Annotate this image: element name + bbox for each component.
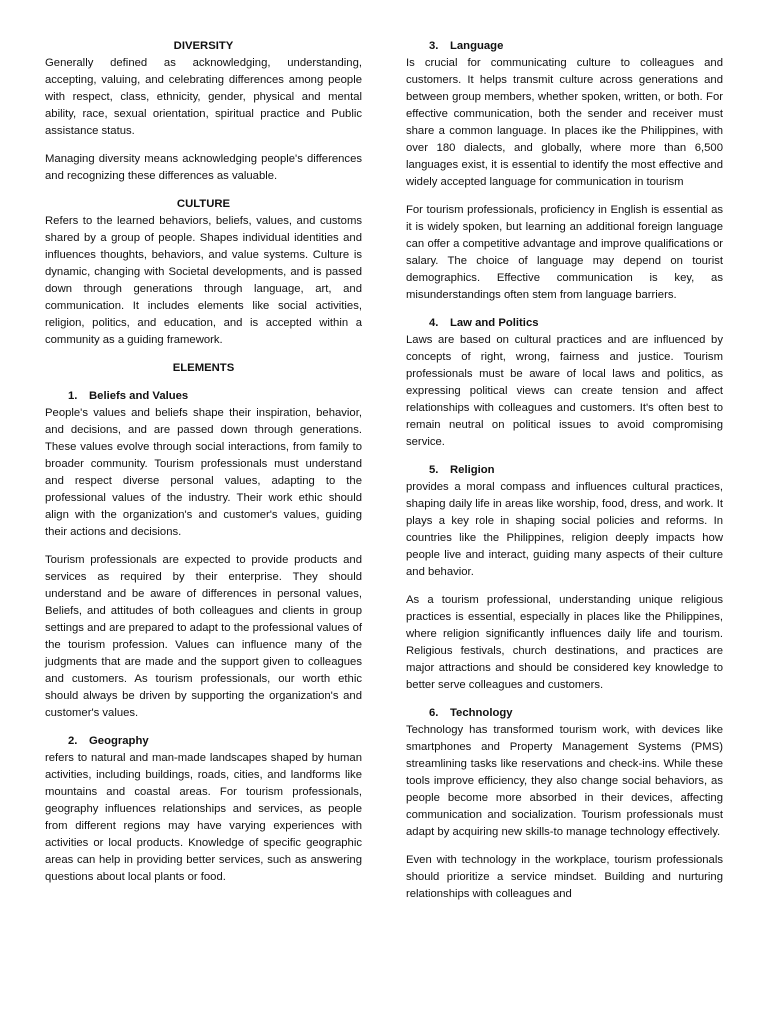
- technology-paragraph-1: Technology has transformed tourism work, with devices like smartphones and Property Management Systems (PMS) streamlining tasks like reservations and check-ins. While these tools improve efficiency, they also change social behaviors, as people become more absorbed in their devices, affecting communication and socialization. Tourism professionals must adapt by acquiring new skills-to manage technology effectively.: [406, 724, 723, 838]
- religion-paragraph-2: As a tourism professional, understanding unique religious practices is essential, especially in places like the Philippines, where religion significantly influences daily life and tourism. Religious festivals, church destinations, and practices are major attractions and should be considered key knowledge to better serve colleagues and customers.: [406, 594, 723, 691]
- language-paragraph-2: For tourism professionals, proficiency in English is essential as it is widely spoken, but learning an additional foreign language can offer a competitive advantage and improve qualifications or salary. The choice of language may depend on tourist demographics. Effective communication is key, as misunderstandings often stem from language barriers.: [406, 204, 723, 301]
- culture-heading: CULTURE: [176, 198, 231, 210]
- geography-title: Geography: [89, 735, 149, 747]
- law-politics-paragraph: Laws are based on cultural practices and are influenced by concepts of right, wrong, fairness and justice. Tourism professionals must be aware of local laws and politics, as expressing political views can create tension and affect relationships with colleagues and customers. It's often best to remain neutral on political issues to avoid compromising service.: [406, 334, 723, 448]
- beliefs-paragraph-2: Tourism professionals are expected to provide products and services as required by their enterprise. They should understand and be aware of differences in personal values, Beliefs, and attitudes of both colleagues and clients in group settings and are prepared to adapt to the professional values of the tourism profession. Values can influence many of the judgments that are made and the support given to colleagues and customers. As tourism professionals, our worth ethic should always be driven by supporting the organization's and customer's values.: [45, 554, 362, 719]
- geography-subheading: [45, 733, 362, 750]
- beliefs-number: 1.: [68, 390, 78, 402]
- diversity-definition: Generally defined as acknowledging, understanding, accepting, valuing, and celebrating differences among people with respect, class, ethnicity, gender, physical and mental ability, race, sexual orientation, spiritual practice and Public assistance status.: [45, 57, 362, 137]
- culture-definition: Refers to the learned behaviors, beliefs, values, and customs shared by a group of people. Shapes individual identities and influences thoughts, behaviors, and value systems. Culture is dynamic, changing with Societal developments, and is passed down through generations through language, art, and communication. It includes elements like social activities, religion, politics, and education, and is accepted within a community as a guiding framework.: [45, 215, 362, 346]
- technology-title: Technology: [450, 707, 513, 719]
- managing-diversity-paragraph: Managing diversity means acknowledging people's differences and recognizing these differences as valuable.: [45, 153, 362, 182]
- right-column: [406, 38, 723, 903]
- religion-number: 5.: [429, 464, 439, 476]
- language-paragraph-1: Is crucial for communicating culture to colleagues and customers. It helps transmit culture across generations and between group members, whether spoken, written, or both. For effective communication, both the sender and receiver must share a common language. In places ike the Philippines, with over 180 dialects, and globally, where more than 6,500 languages exist, it is essential to identify the most effective and widely accepted language for communication in tourism: [406, 57, 723, 188]
- religion-title: Religion: [450, 464, 495, 476]
- geography-number: 2.: [68, 735, 78, 747]
- law-number: 4.: [429, 317, 439, 329]
- technology-number: 6.: [429, 707, 439, 719]
- religion-subheading: [406, 462, 723, 479]
- law-title: Law and Politics: [450, 317, 539, 329]
- geography-paragraph: refers to natural and man-made landscapes shaped by human activities, including buildings, roads, cities, and landforms like mountains and coastal areas. For tourism professionals, geography influences relationships and services, as people from different regions may have varying experiences with activities or local products. Knowledge of specific geographic areas can help in providing better services, such as answering questions about local plants or food.: [45, 752, 362, 883]
- beliefs-paragraph-1: People's values and beliefs shape their inspiration, behavior, and decisions, and are passed down through generations. These values evolve through social interactions, from family to broader community. Tourism professionals must understand and respect diverse personal values, adapting to the professional values of the industry. Their work ethic should align with the organization's and customer's values, guiding their actions and decisions.: [45, 407, 362, 538]
- law-politics-subheading: [406, 315, 723, 332]
- language-title: Language: [450, 40, 504, 52]
- technology-subheading: [406, 705, 723, 722]
- diversity-heading: DIVERSITY: [173, 40, 234, 52]
- language-number: 3.: [429, 40, 439, 52]
- beliefs-title: Beliefs and Values: [89, 390, 189, 402]
- technology-paragraph-2: Even with technology in the workplace, tourism professionals should prioritize a service mindset. Building and nurturing relationships with colleagues and: [406, 854, 723, 900]
- left-column: [45, 38, 362, 886]
- elements-heading: ELEMENTS: [172, 362, 235, 374]
- religion-paragraph-1: provides a moral compass and influences cultural practices, shaping daily life in areas like worship, food, dress, and work. It plays a key role in shaping social policies and reforms. In countries like the Philippines, religion deeply impacts how people live and interact, guiding many aspects of their culture and behavior.: [406, 481, 723, 578]
- beliefs-values-subheading: [45, 388, 362, 405]
- language-subheading: [406, 38, 723, 55]
